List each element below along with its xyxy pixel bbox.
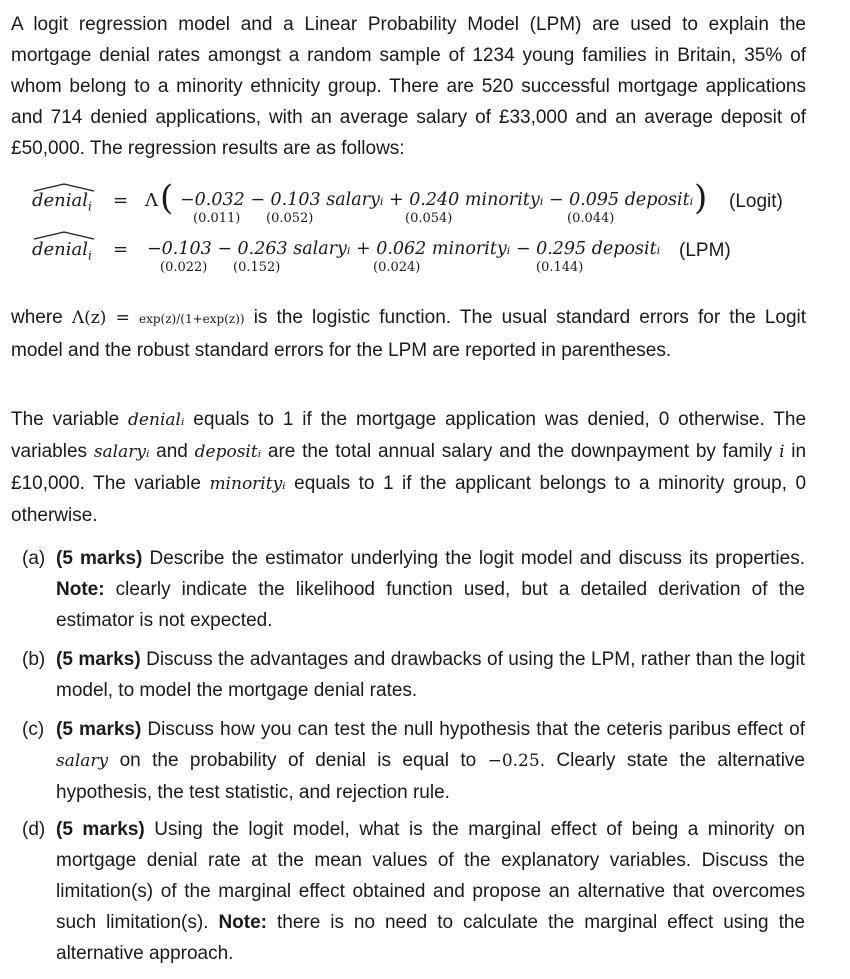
logit-rhs: −0.032 − 0.103 salaryᵢ + 0.240 minorityᵢ − 0.095 depositᵢ <box>180 190 694 210</box>
var-salary: salaryᵢ <box>93 442 150 462</box>
lpm-se-1: (0.022) <box>160 260 208 275</box>
question-a: (a) (5 marks) Describe the estimator underlying the logit model and discuss its properties. Note: clearly indicate the likelihood function used, but a detailed derivation of the estimator is not expected. <box>22 543 805 636</box>
marks: (5 marks) <box>56 719 142 740</box>
right-paren: ) <box>694 178 708 218</box>
lpm-se-4: (0.144) <box>536 260 584 275</box>
var-i: i <box>779 442 785 462</box>
lpm-rhs: −0.103 − 0.263 salaryᵢ + 0.062 minorityᵢ − 0.295 depositᵢ <box>147 239 661 259</box>
variables-paragraph: The variable denialᵢ equals to 1 if the mortgage application was denied, 0 otherwise. The variables salaryᵢ and depositᵢ are the total annual salary and the downpayment by family i in £10,000. The variable minorityᵢ equals to 1 if the applicant belongs to a minority group, 0 otherwise. <box>11 409 807 526</box>
logit-se-1: (0.011) <box>193 211 241 226</box>
question-d: (d) (5 marks) Using the logit model, what is the marginal effect of being a minority on mortgage denial rate at the mean values of the explanatory variables. Discuss the limitation(s) of the marginal effect obtained and propose an alternative that overcomes such limitation(s). Note: there is no need to calculate the marginal effect using the alternative approach. <box>22 814 805 969</box>
marks: (5 marks) <box>56 548 143 569</box>
lpm-se-3: (0.024) <box>373 260 421 275</box>
var-denial: denialᵢ <box>128 410 185 430</box>
lambda-definition: Λ(z) = <box>71 308 130 328</box>
logit-se-2: (0.052) <box>266 211 314 226</box>
question-tag: (d) <box>22 819 46 840</box>
var-deposit: depositᵢ <box>194 442 262 462</box>
logit-se-4: (0.044) <box>567 211 615 226</box>
lpm-se-2: (0.152) <box>233 260 281 275</box>
question-tag: (b) <box>22 649 46 670</box>
question-tag: (c) <box>22 719 45 740</box>
note-label: Note: <box>218 912 268 933</box>
marks: (5 marks) <box>56 819 145 840</box>
logit-lhs: denial$_i$ <box>32 190 92 214</box>
lpm-lhs: denial$_i$ <box>32 239 92 263</box>
marks: (5 marks) <box>56 649 141 670</box>
question-c: (c) (5 marks) Discuss how you can test the null hypothesis that the ceteris paribus effect of salary on the probability of denial is equal to −0.25. Clearly state the alternative hypothesis, the test statistic, and rejection rule. <box>22 714 805 808</box>
logit-label: (Logit) <box>729 191 783 212</box>
intro-paragraph <box>11 9 806 164</box>
var-minority: minorityᵢ <box>209 474 286 494</box>
null-value: −0.25 <box>487 751 540 771</box>
where-paragraph: where Λ(z) = exp(z)/(1+exp(z)) is the logistic function. The usual standard errors for the Logit model and the robust standard errors for the LPM are reported in parentheses. <box>11 307 807 361</box>
logit-equals: = <box>113 190 129 211</box>
question-b: (b) (5 marks) Discuss the advantages and drawbacks of using the LPM, rather than the logit model, to model the mortgage denial rates. <box>22 644 805 706</box>
left-paren: ( <box>160 178 174 218</box>
logit-lambda: Λ <box>145 190 158 211</box>
var-salary: salary <box>56 751 109 771</box>
note-label: Note: <box>56 579 105 600</box>
logistic-fraction: exp(z)/(1+exp(z)) <box>138 312 245 326</box>
lpm-label: (LPM) <box>679 240 731 261</box>
lpm-equals: = <box>113 239 129 260</box>
intro-text: A logit regression model and a Linear Probability Model (LPM) are used to explain the mortgage denial rates amongst a random sample of 1234 young families in Britain, 35% of whom belong to a minority ethnicity group. There are 520 successful mortgage applications and 714 denied applications, with an average salary of £33,000 and an average deposit of £50,000. The regression results are as follows: <box>11 14 806 159</box>
logit-se-3: (0.054) <box>405 211 453 226</box>
question-tag: (a) <box>22 548 46 569</box>
